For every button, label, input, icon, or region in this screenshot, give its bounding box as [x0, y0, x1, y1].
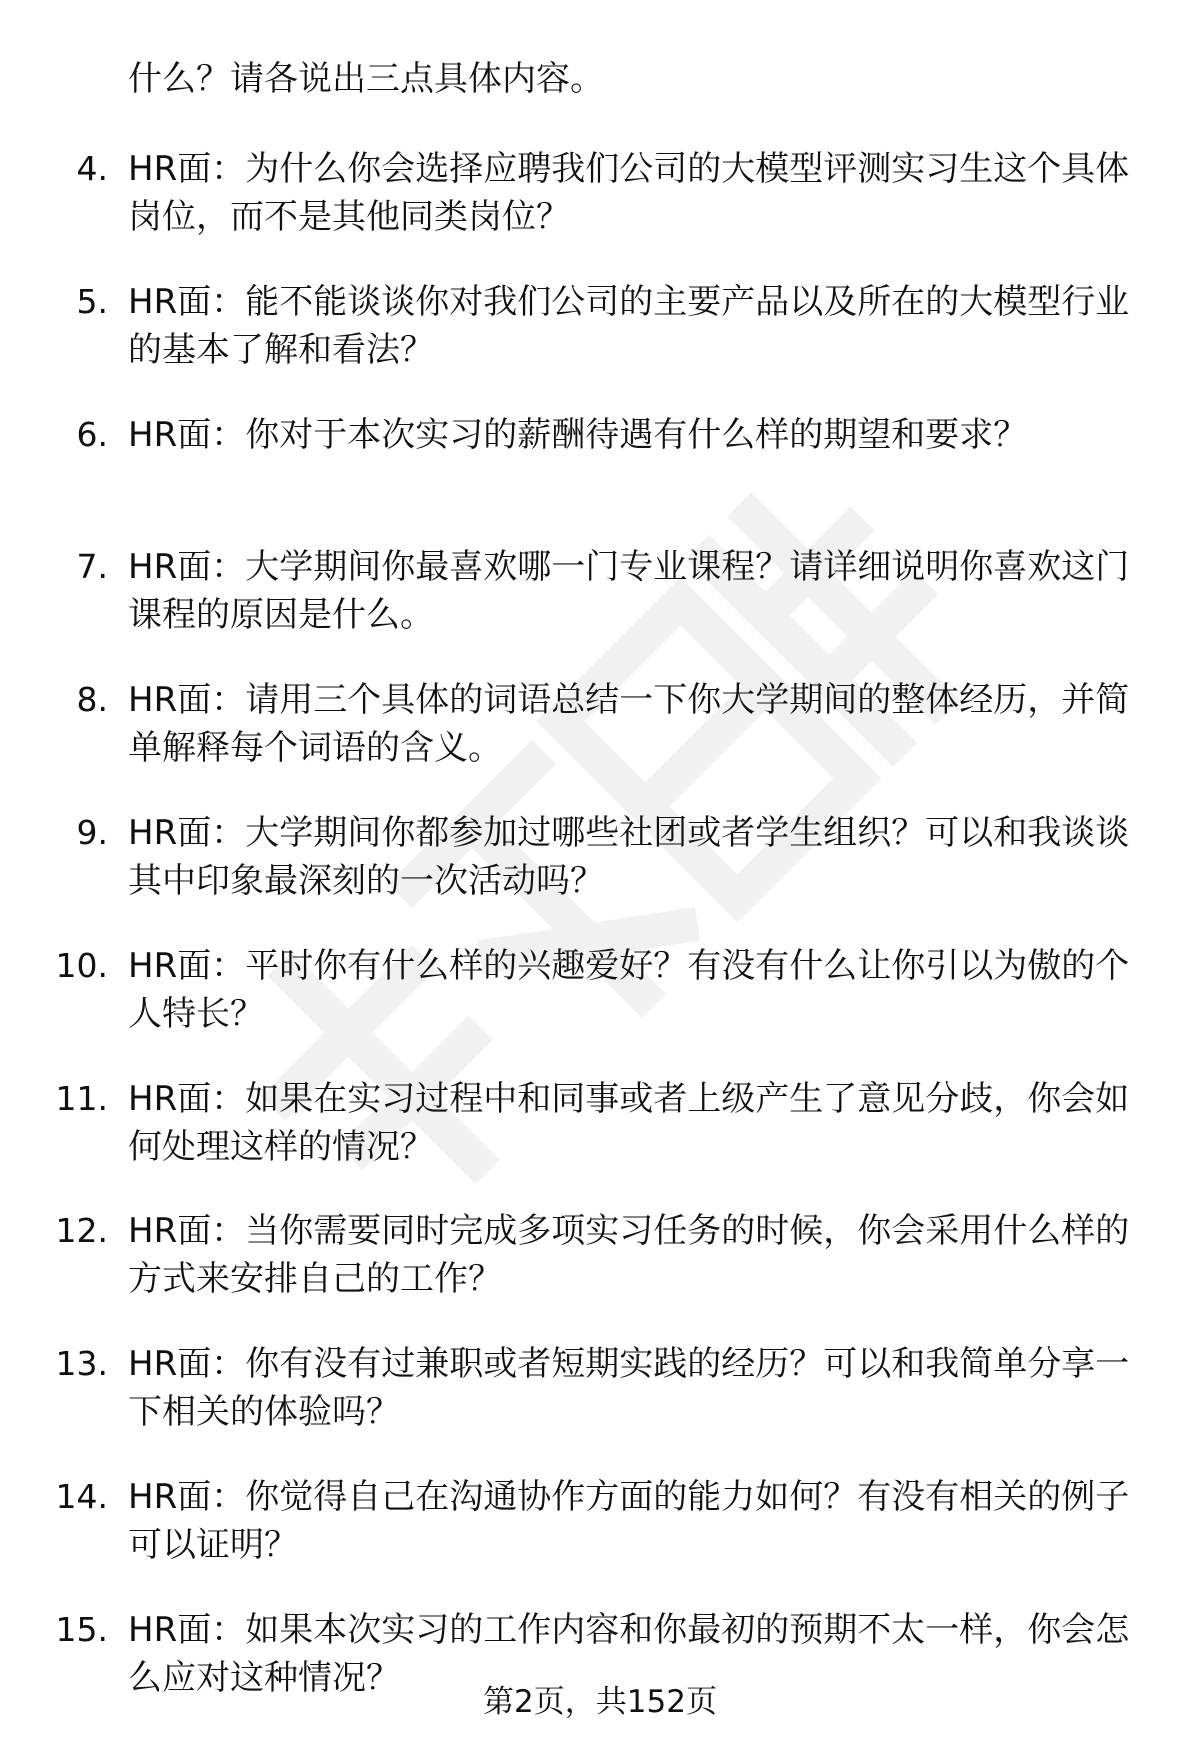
- list-item: [0, 809, 1200, 942]
- question-number: 5.: [76, 281, 108, 321]
- list-item: [0, 676, 1200, 809]
- list-item: [0, 1473, 1200, 1606]
- list-item: [0, 145, 1200, 278]
- question-number: 12.: [55, 1211, 108, 1251]
- question-text: HR面：大学期间你都参加过哪些社团或者学生组织？可以和我谈谈其中印象最深刻的一次活动吗？: [128, 812, 1130, 901]
- continuation-line: 什么？请各说出三点具体内容。: [128, 59, 604, 99]
- question-text: HR面：你觉得自己在沟通协作方面的能力如何？有没有相关的例子可以证明？: [128, 1476, 1130, 1565]
- question-text: HR面：平时你有什么样的兴趣爱好？有没有什么让你引以为傲的个人特长？: [128, 945, 1130, 1034]
- question-number: 8.: [76, 680, 108, 720]
- question-number: 14.: [55, 1476, 108, 1516]
- list-item: [0, 278, 1200, 411]
- question-list: [0, 145, 1200, 1739]
- question-text: HR面：如果本次实习的工作内容和你最初的预期不太一样，你会怎么应对这种情况？: [128, 1609, 1130, 1698]
- question-number: 4.: [76, 149, 108, 188]
- list-item: [0, 942, 1200, 1075]
- question-number: 6.: [76, 414, 108, 454]
- question-text: HR面：你对于本次实习的薪酬待遇有什么样的期望和要求？: [128, 414, 1028, 455]
- question-text: HR面：为什么你会选择应聘我们公司的大模型评测实习生这个具体岗位，而不是其他同类岗位？: [128, 149, 1130, 237]
- question-number: 7.: [76, 547, 108, 587]
- list-item: [0, 1340, 1200, 1473]
- question-text: HR面：能不能谈谈你对我们公司的主要产品以及所在的大模型行业的基本了解和看法？: [128, 281, 1130, 370]
- question-number: 15.: [55, 1609, 108, 1649]
- question-text: HR面：请用三个具体的词语总结一下你大学期间的整体经历，并简单解释每个词语的含义。: [128, 680, 1130, 769]
- question-text: HR面：大学期间你最喜欢哪一门专业课程？请详细说明你喜欢这门课程的原因是什么。: [128, 547, 1130, 636]
- question-number: 13.: [55, 1344, 108, 1384]
- question-number: 10.: [55, 945, 108, 985]
- question-number: 11.: [55, 1078, 108, 1118]
- question-text: HR面：当你需要同时完成多项实习任务的时候，你会采用什么样的方式来安排自己的工作？: [128, 1211, 1130, 1300]
- list-item: [0, 411, 1200, 544]
- list-item: [0, 543, 1200, 676]
- question-number: 9.: [76, 812, 108, 852]
- list-item: [0, 1075, 1200, 1208]
- question-text: HR面：你有没有过兼职或者短期实践的经历？可以和我简单分享一下相关的体验吗？: [128, 1344, 1130, 1433]
- question-text: HR面：如果在实习过程中和同事或者上级产生了意见分歧，你会如何处理这样的情况？: [128, 1078, 1130, 1167]
- page-footer: 第2页，共152页: [483, 1684, 717, 1720]
- list-item: [0, 1207, 1200, 1340]
